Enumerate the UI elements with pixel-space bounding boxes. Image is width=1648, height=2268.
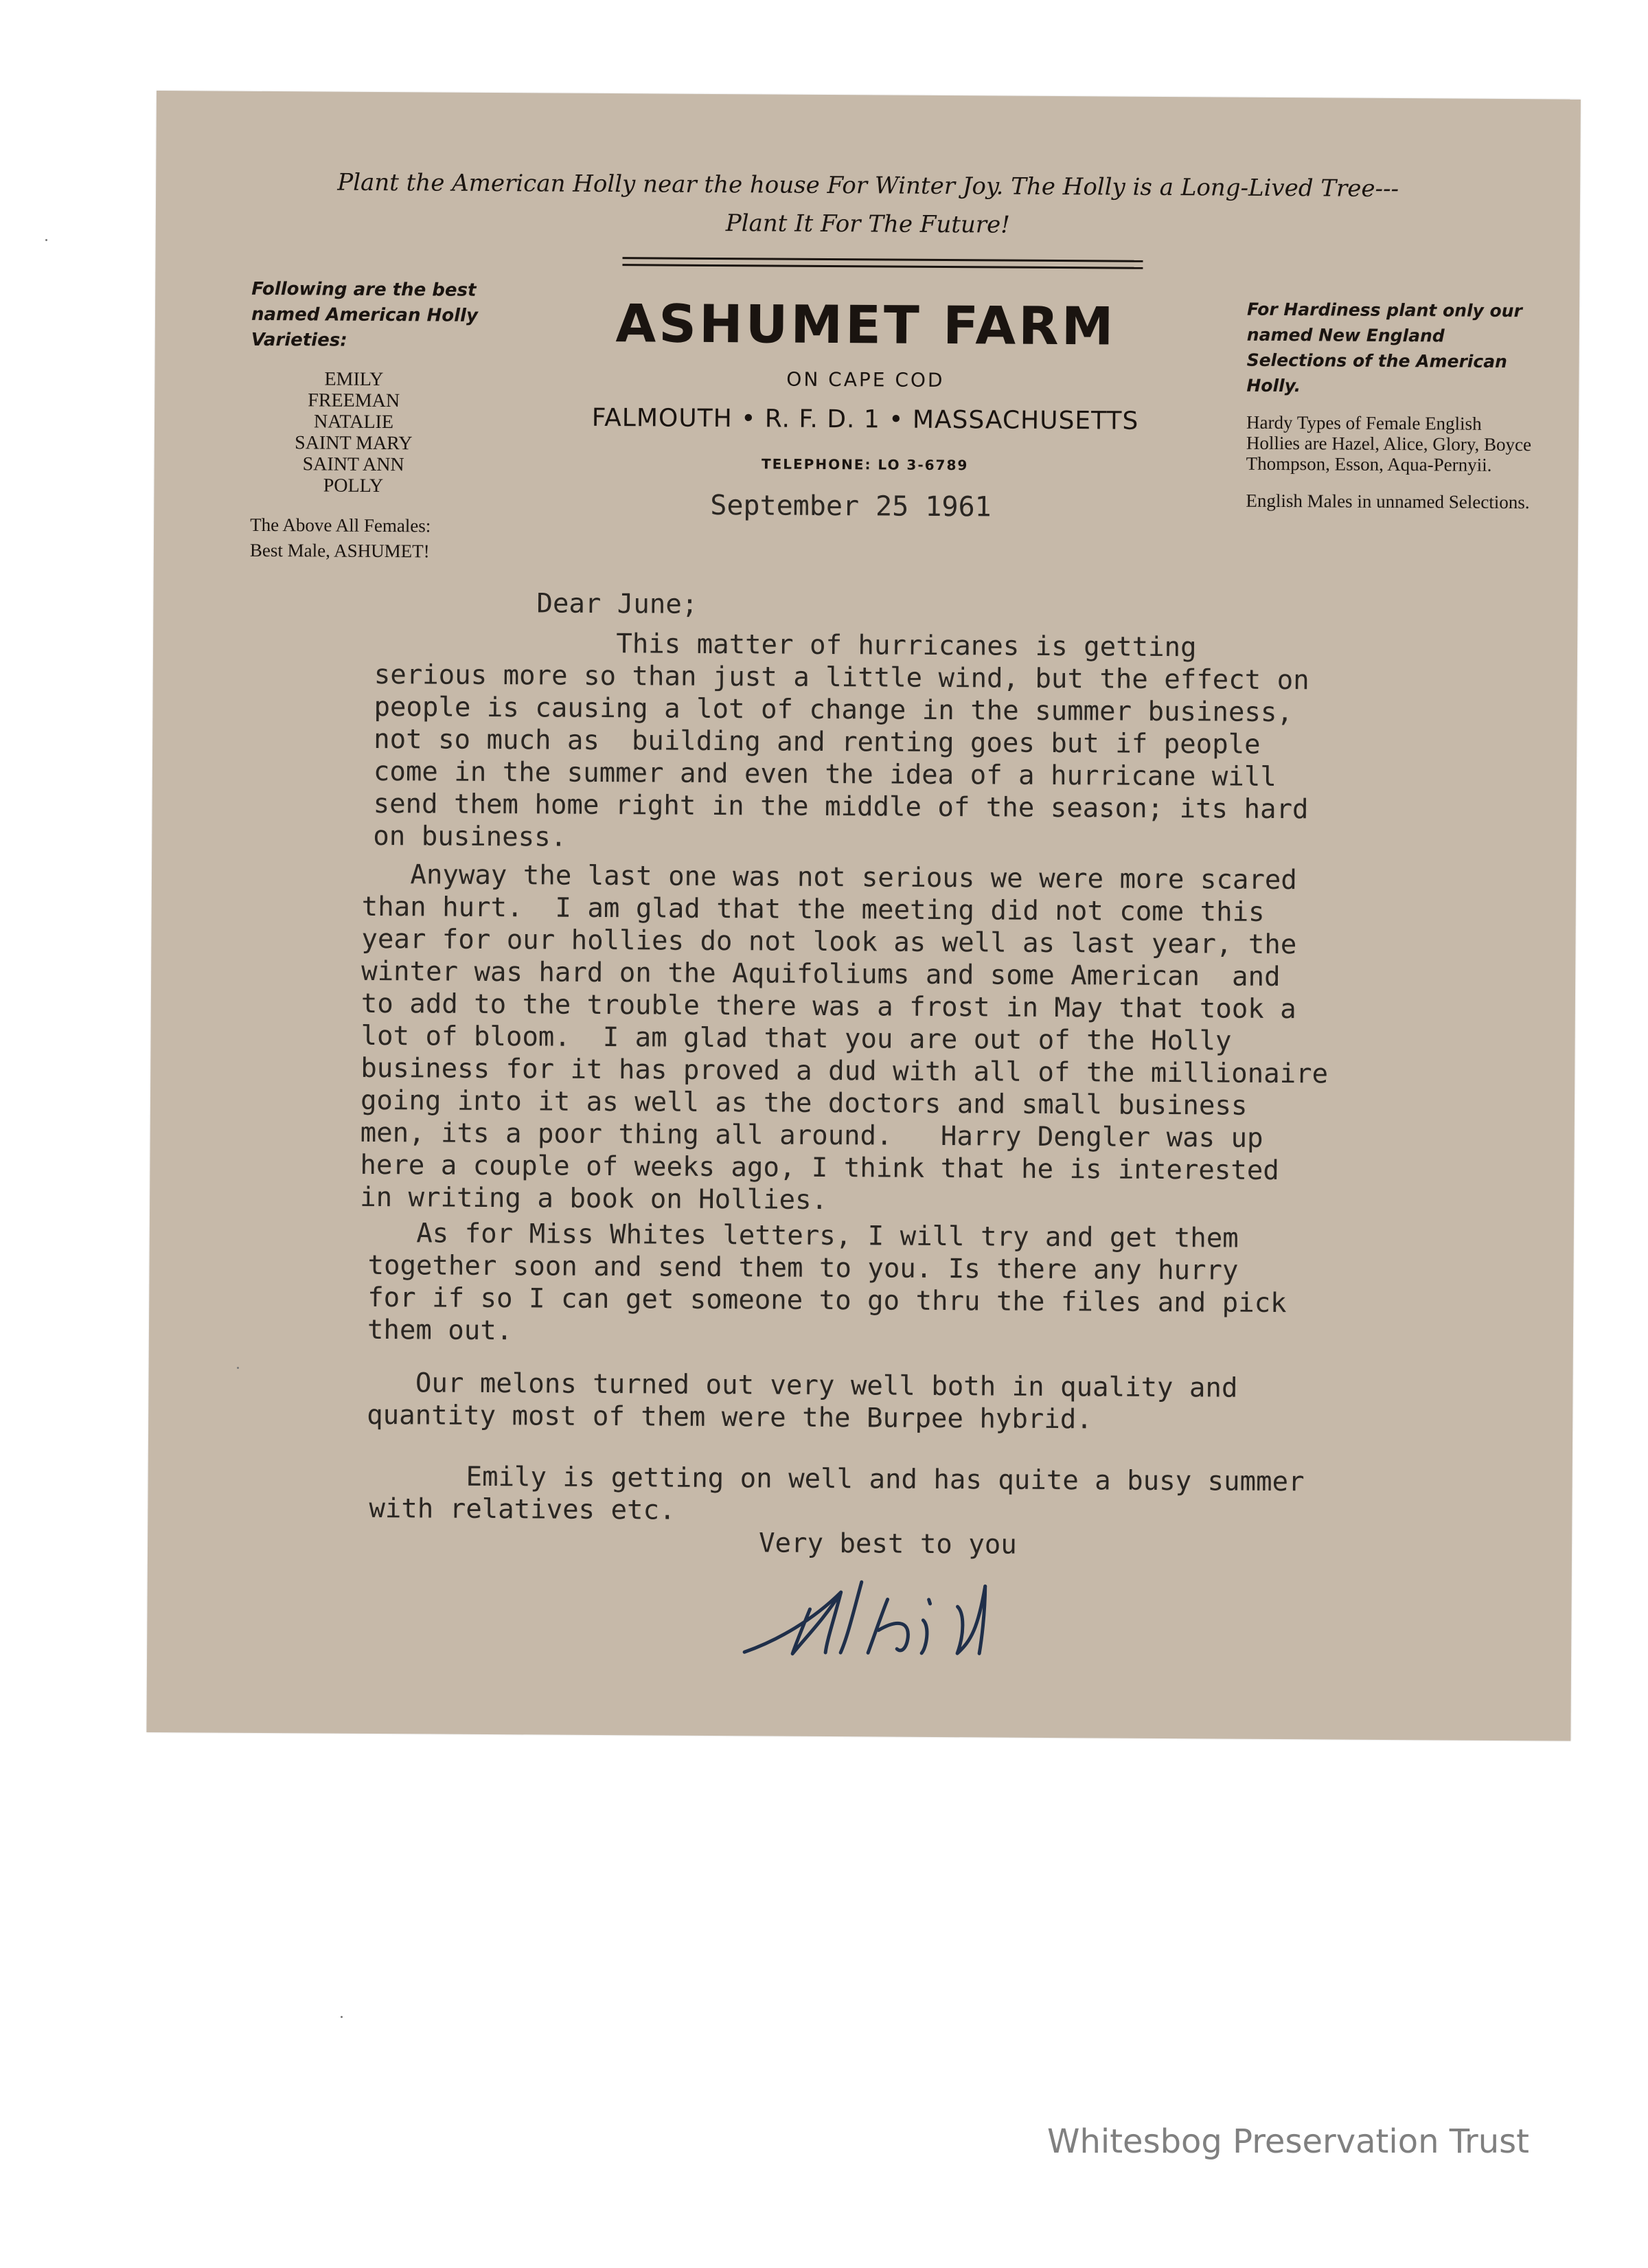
letter-paragraph: Emily is getting on well and has quite a busy summer with relatives etc.	[369, 1460, 1305, 1526]
variety-item: POLLY	[323, 475, 384, 497]
letterhead-left-column	[250, 277, 527, 565]
paper-speck	[45, 239, 47, 241]
paper-speck	[341, 2016, 343, 2018]
letter-paragraph: Anyway the last one was not serious we were more scared than hurt. I am glad that the meeting did not come this year for our hollies do not look as well as last year, the winter was hard on the Aquifoliums and some American and to add to the trouble there was a frost in May that took a lot of bloom. I am glad that you are out of the Holly business for it has proved a dud with all of the millionaire going into it as well as the doctors and small business men, its a poor thing all around. Harry Dengler was up here a couple of weeks ago, I think that he is interested in writing a book on Hollies.	[360, 859, 1329, 1216]
females-line1: The Above All Females:	[250, 514, 431, 536]
females-line2: Best Male, ASHUMET!	[249, 539, 430, 562]
variety-item: FREEMAN	[308, 389, 400, 412]
farm-address: FALMOUTH • R. F. D. 1 • MASSACHUSETTS	[591, 403, 1139, 435]
farm-name: ASHUMET FARM	[615, 293, 1117, 357]
farm-location: ON CAPE COD	[786, 367, 945, 392]
letterhead-divider	[623, 257, 1143, 262]
farm-telephone: TELEPHONE: LO 3-6789	[761, 455, 969, 474]
letterhead-motto-line1: Plant the American Holly near the house For Winter Joy. The Holly is a Long-Lived Tree---	[337, 168, 1399, 203]
letter-paragraph: Our melons turned out very well both in quality and quantity most of them were the Burpee hybrid.	[367, 1367, 1238, 1436]
english-males-note: English Males in unnamed Selections.	[1246, 490, 1530, 513]
females-note	[250, 512, 525, 565]
hardy-types-note: Hardy Types of Female English Hollies are Hazel, Alice, Glory, Boyce Thompson, Esson, Aqua-Pernyii.	[1246, 411, 1532, 475]
varieties-intro: Following are the best named American Holly Varieties:	[251, 278, 479, 351]
handwritten-signature	[737, 1571, 1068, 1676]
variety-item: SAINT ANN	[302, 453, 404, 476]
watermark: Whitesbog Preservation Trust	[1047, 2122, 1529, 2161]
letterhead-divider	[622, 264, 1143, 269]
varieties-list	[250, 368, 457, 497]
letter-paragraph: As for Miss Whites letters, I will try and get them together soon and send them to you. Is there any hurry for if so I can get someone to go thru the files and pick them out.	[367, 1217, 1287, 1347]
letter-paper	[146, 91, 1581, 1741]
variety-item: EMILY	[324, 368, 384, 391]
hardiness-intro: For Hardiness plant only our named New England Selections of the American Holly.	[1246, 299, 1522, 396]
letterhead-right-column	[1246, 297, 1535, 513]
paper-speck	[237, 1367, 239, 1369]
letter-closing: Very best to you	[758, 1528, 1017, 1561]
letter-date: September 25 1961	[710, 489, 992, 523]
variety-item: SAINT MARY	[295, 432, 413, 455]
variety-item: NATALIE	[313, 411, 394, 433]
letter-paragraph: This matter of hurricanes is getting serious more so than just a little wind, but the effect on people is causing a lot of change in the summer business, not so much as building and renting goes but if people come in the summer and even the idea of a hurricane will send them home right in the middle of the season; its hard on business.	[373, 626, 1309, 853]
letterhead-motto-line2: Plant It For The Future!	[725, 209, 1011, 239]
letter-salutation: Dear June;	[536, 588, 698, 620]
